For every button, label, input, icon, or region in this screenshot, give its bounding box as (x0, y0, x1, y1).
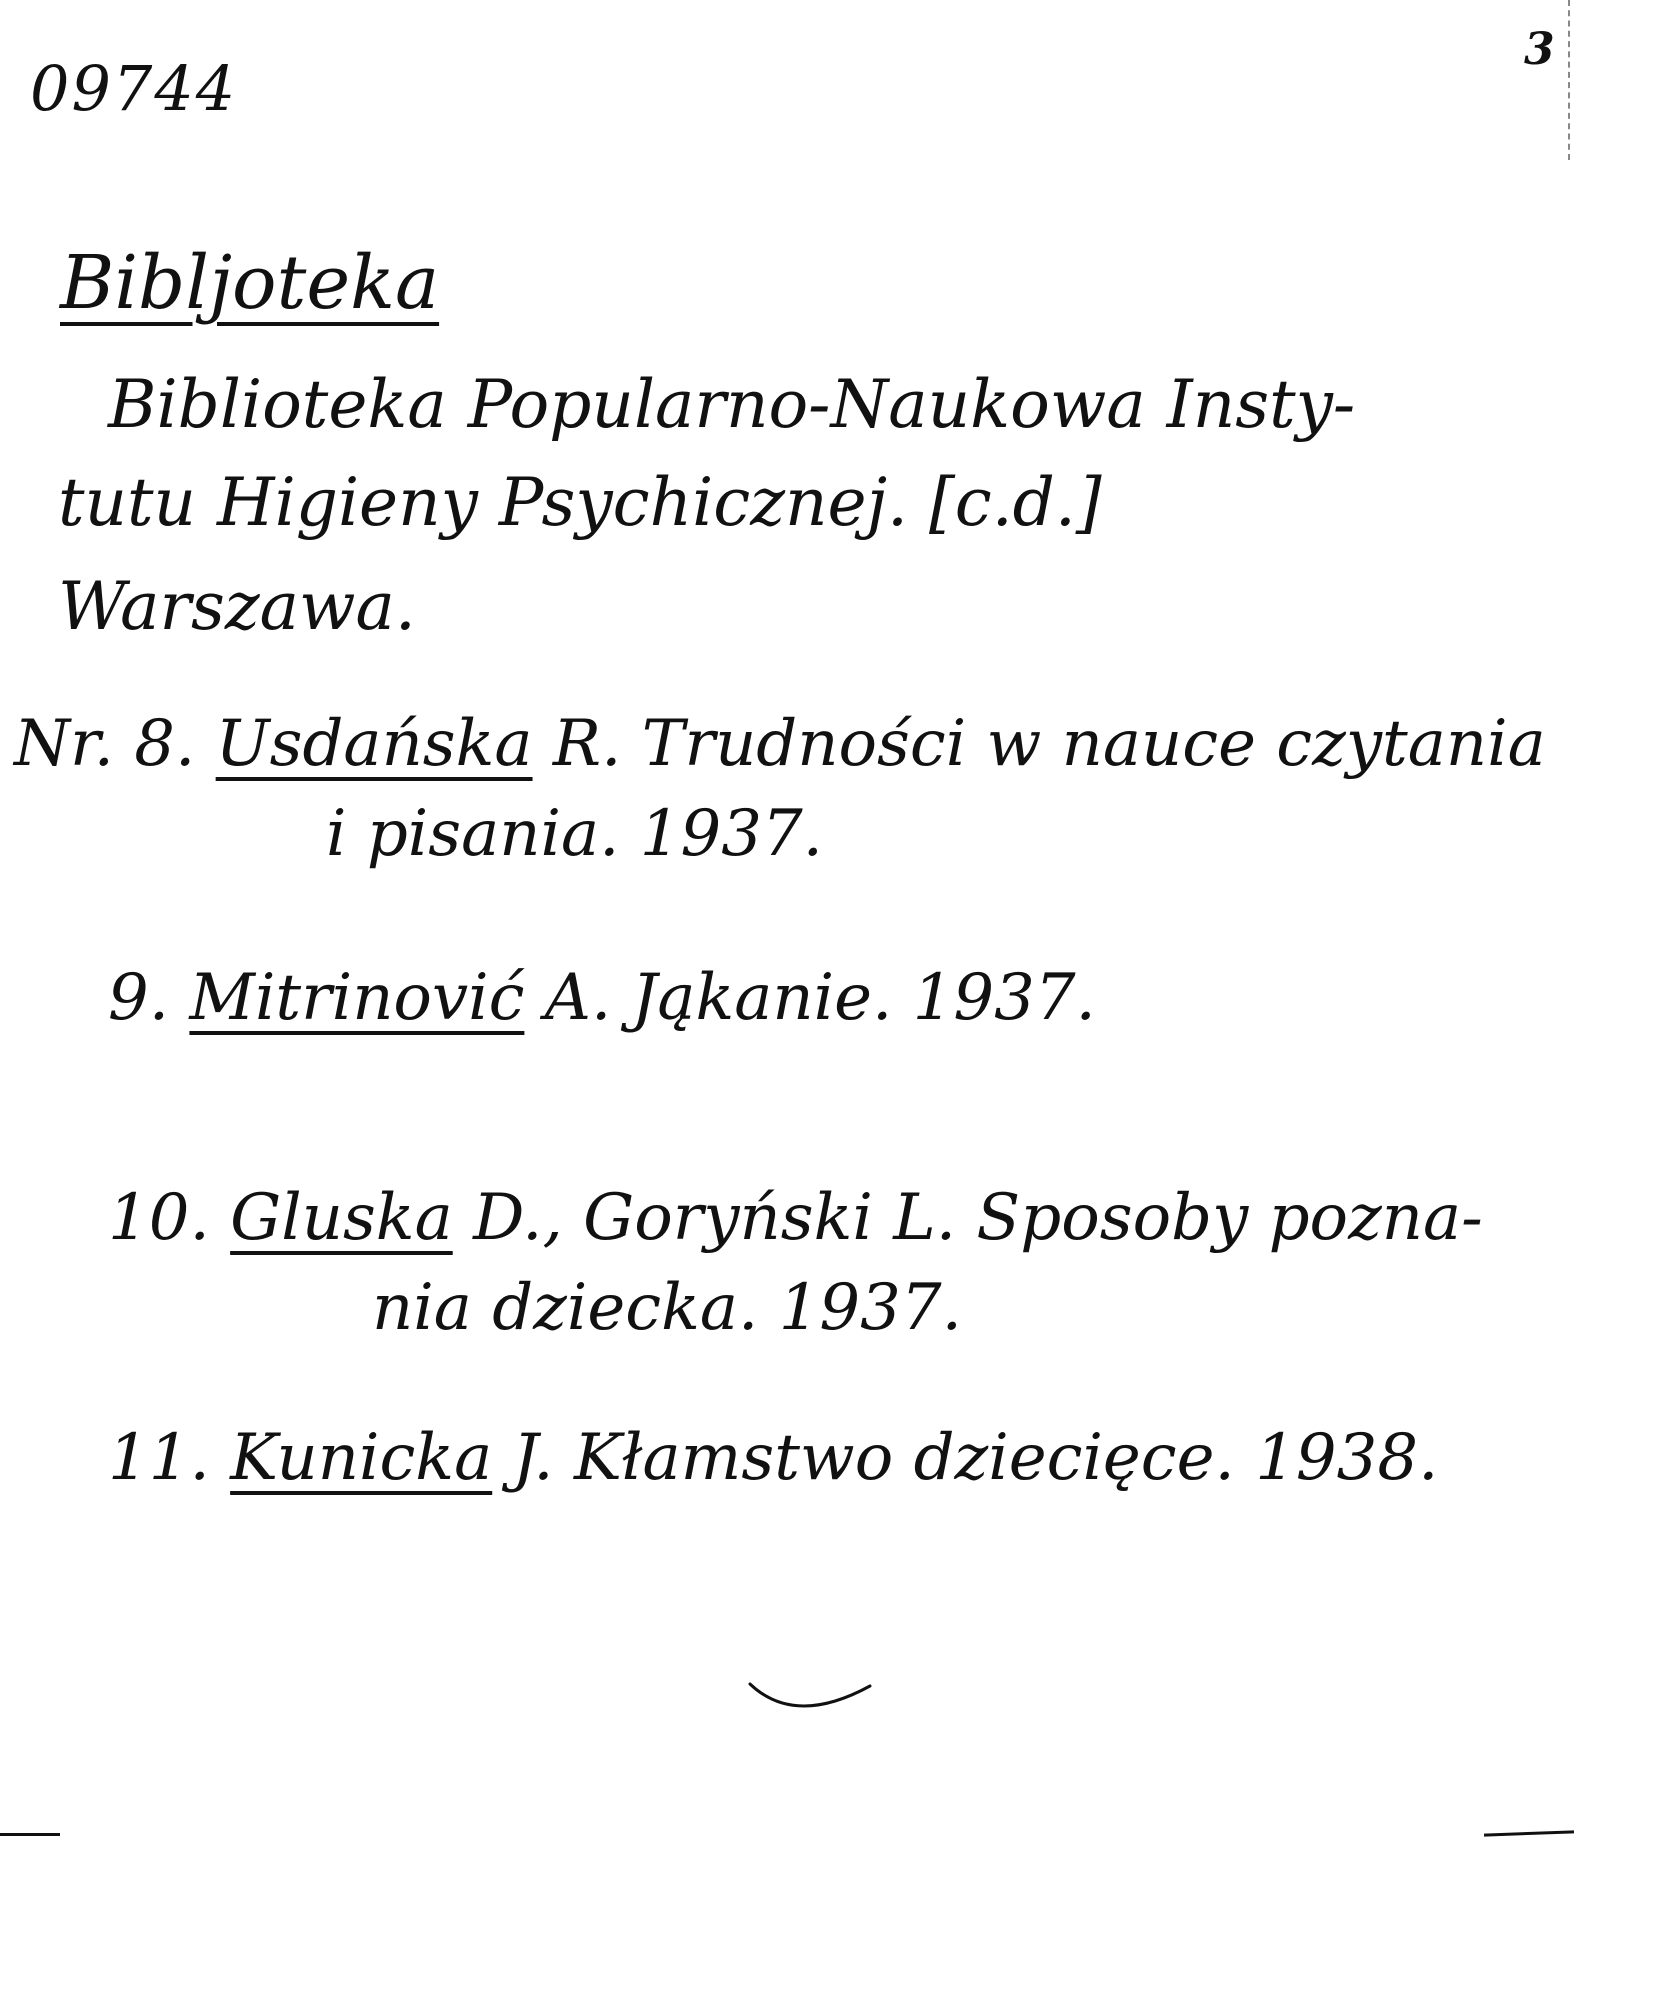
entry-11-author: Kunicka (230, 1421, 493, 1495)
series-line-3: Warszawa. (58, 568, 416, 645)
edge-mark-left (0, 1833, 60, 1836)
end-mark-stroke (740, 1672, 880, 1732)
entry-8 (14, 707, 1546, 781)
edge-rule (1568, 0, 1570, 160)
entry-11-title: J. Kłamstwo dziecięce. 1938. (512, 1421, 1439, 1495)
series-line-2: tutu Higieny Psychicznej. [c.d.] (58, 464, 1102, 541)
entry-11-number: 11. (108, 1421, 210, 1495)
series-line-1: Biblioteka Popularno-Naukowa Insty- (108, 366, 1356, 443)
entry-11 (108, 1421, 1439, 1495)
entry-10 (108, 1181, 1483, 1255)
card-heading: Bibljoteka (60, 240, 440, 326)
edge-mark-right (1484, 1830, 1574, 1836)
entry-10-number: 10. (108, 1181, 210, 1255)
entry-8-title: R. Trudności w nauce czytania (552, 707, 1546, 781)
page-number: 3 (1524, 24, 1555, 75)
entry-9-author: Mitrinović (189, 961, 525, 1035)
card-number: 09744 (30, 52, 238, 125)
entry-9-number: 9. (108, 961, 170, 1035)
entry-10-author: Gluska (230, 1181, 453, 1255)
entry-9 (108, 961, 1096, 1035)
entry-9-title: A. Jąkanie. 1937. (544, 961, 1096, 1035)
entry-8-continuation: i pisania. 1937. (326, 797, 823, 871)
entry-8-author: Usdańska (215, 707, 533, 781)
entry-8-number: Nr. 8. (14, 707, 196, 781)
entry-10-title: D., Goryński L. Sposoby pozna- (473, 1181, 1483, 1255)
entry-10-continuation: nia dziecka. 1937. (372, 1271, 962, 1345)
